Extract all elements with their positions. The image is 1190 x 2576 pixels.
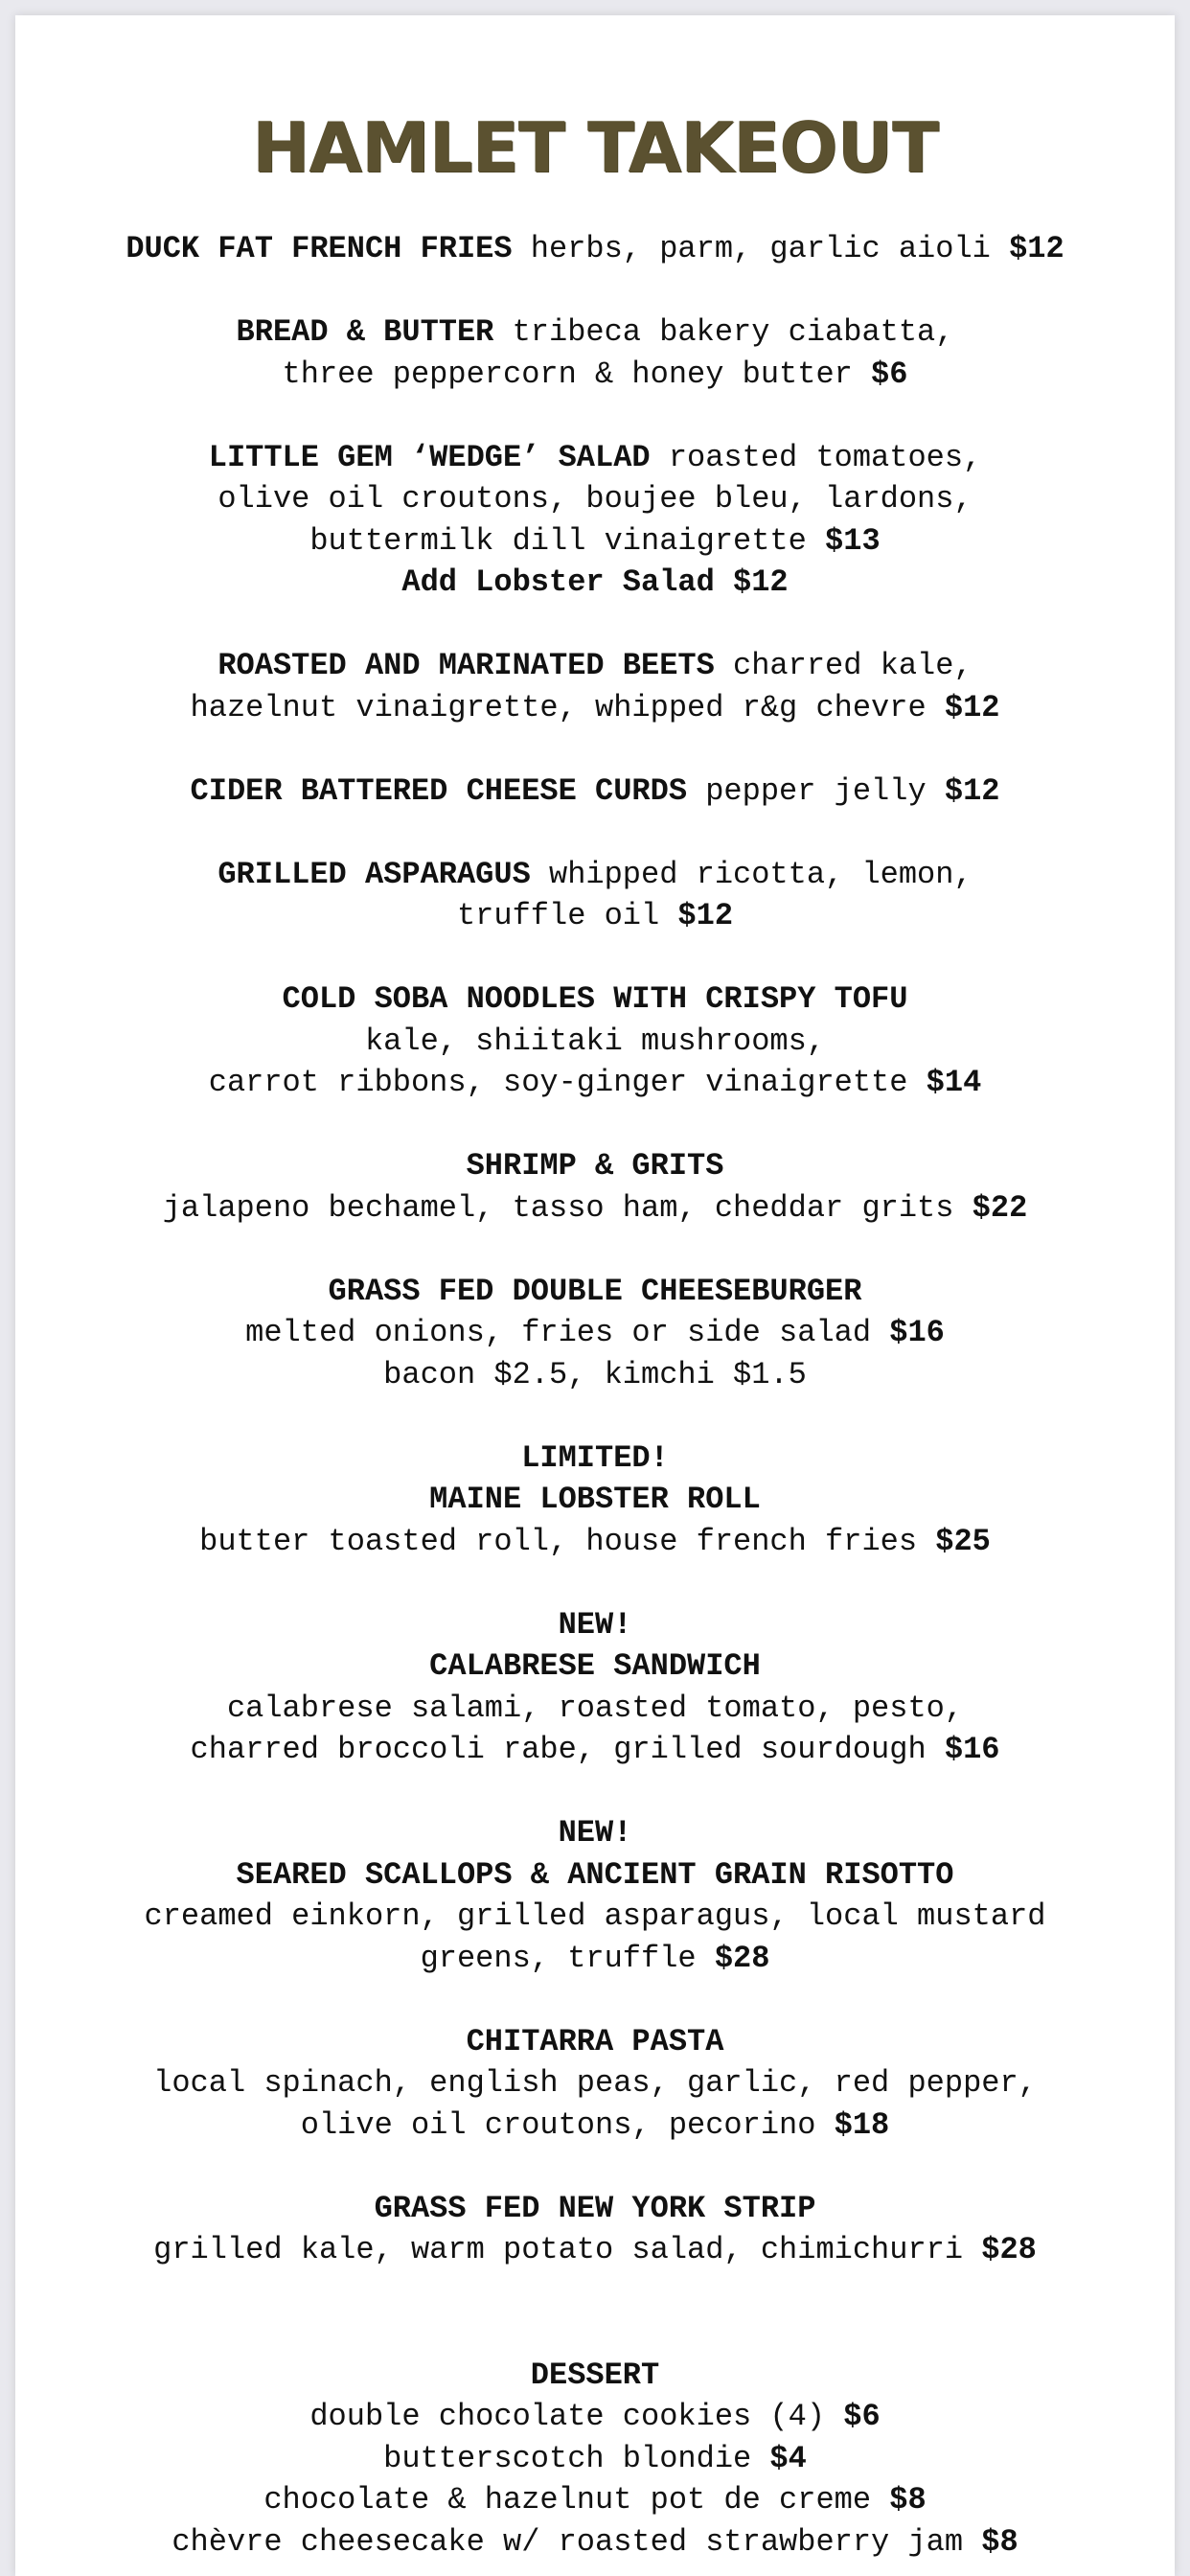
menu-item-bold-text: GRILLED ASPARAGUS	[217, 856, 531, 892]
menu-item-line	[15, 2396, 1175, 2438]
menu-item-line	[15, 437, 1175, 479]
menu-item	[15, 645, 1175, 728]
menu-item	[15, 2021, 1175, 2147]
menu-item-text: hazelnut vinaigrette, whipped r&g chevre	[190, 689, 945, 725]
menu-item-text: bacon $2.5, kimchi $1.5	[383, 1356, 807, 1392]
menu-item-bold-text: $14	[926, 1065, 982, 1100]
menu-item-line	[15, 1521, 1175, 1563]
menu-item-line	[15, 2521, 1175, 2564]
menu-item-text: chèvre cheesecake w/ roasted strawberry jam	[172, 2523, 982, 2560]
menu-item-bold-text: GRASS FED DOUBLE CHEESEBURGER	[328, 1273, 862, 1309]
menu-item-bold-text: $8	[981, 2523, 1018, 2560]
menu-item-bold-text: LITTLE GEM ‘WEDGE’ SALAD	[208, 439, 651, 475]
menu-item	[15, 228, 1175, 270]
menu-item-bold-text: $6	[871, 356, 908, 392]
menu-page	[15, 15, 1175, 2576]
menu-item-text: buttermilk dill vinaigrette	[309, 522, 826, 559]
menu-item-line	[15, 562, 1175, 604]
menu-item-bold-text: SHRIMP & GRITS	[466, 1148, 724, 1184]
menu-item-line	[15, 1438, 1175, 1480]
menu-item-text: roasted tomatoes,	[650, 439, 982, 475]
menu-item-bold-text: $6	[843, 2399, 881, 2434]
menu-item-bold-text: COLD SOBA NOODLES WITH CRISPY TOFU	[282, 981, 908, 1017]
menu-item	[15, 1271, 1175, 1396]
menu-item-line	[15, 1896, 1175, 1938]
menu-item-line	[15, 854, 1175, 896]
menu-item	[15, 2188, 1175, 2271]
menu-item-line	[15, 520, 1175, 563]
menu-item-line	[15, 2438, 1175, 2480]
menu-item-text: olive oil croutons, boujee bleu, lardons,	[217, 481, 973, 517]
menu-item-text: grilled kale, warm potato salad, chimichurri	[153, 2232, 982, 2267]
menu-item-line	[15, 228, 1175, 270]
menu-item-line	[15, 311, 1175, 354]
menu-item-bold-text: $18	[834, 2106, 890, 2143]
menu-item-line	[15, 2479, 1175, 2521]
menu-item-bold-text: $16	[944, 1732, 1000, 1767]
menu-item-line	[15, 1729, 1175, 1771]
menu-item-bold-text: CALABRESE SANDWICH	[429, 1648, 761, 1684]
menu-item	[15, 1812, 1175, 1979]
menu-item-line	[15, 1854, 1175, 1897]
menu-item	[15, 854, 1175, 937]
menu-list	[15, 228, 1175, 2563]
menu-item-text: tribeca bakery ciabatta,	[493, 314, 954, 350]
menu-item-text: local spinach, english peas, garlic, red pepper,	[153, 2065, 1037, 2101]
menu-item-bold-text: $28	[981, 2232, 1037, 2267]
menu-item-line	[15, 1812, 1175, 1854]
menu-item-text: kale, shiitaki mushrooms,	[364, 1023, 826, 1059]
menu-item-bold-text: LIMITED!	[521, 1439, 669, 1476]
menu-item-line	[15, 1312, 1175, 1354]
menu-item-bold-text: $25	[935, 1523, 991, 1559]
menu-item-bold-text: NEW!	[558, 1606, 632, 1643]
menu-item-bold-text: $28	[714, 1940, 770, 1976]
menu-item-bold-text: MAINE LOBSTER ROLL	[429, 1482, 761, 1517]
menu-item-bold-text: $12	[944, 772, 1000, 809]
menu-item-line	[15, 1604, 1175, 1646]
menu-item-line	[15, 1479, 1175, 1521]
menu-item-bold-text: $16	[889, 1315, 945, 1350]
menu-item-line	[15, 1062, 1175, 1104]
menu-item-line	[15, 354, 1175, 396]
menu-item-text: butterscotch blondie	[383, 2440, 770, 2476]
menu-item-text: olive oil croutons, pecorino	[300, 2106, 835, 2143]
menu-item-line	[15, 2104, 1175, 2147]
menu-item	[15, 437, 1175, 604]
menu-item-line	[15, 1354, 1175, 1396]
menu-item-line	[15, 2062, 1175, 2104]
menu-item-line	[15, 2229, 1175, 2271]
menu-item-line	[15, 770, 1175, 813]
menu-item-line	[15, 2021, 1175, 2063]
menu-item	[15, 2355, 1175, 2564]
menu-item	[15, 1604, 1175, 1771]
menu-item-text: melted onions, fries or side salad	[245, 1315, 890, 1350]
menu-item	[15, 1145, 1175, 1229]
menu-item-bold-text: GRASS FED NEW YORK STRIP	[374, 2190, 816, 2226]
menu-item-bold-text: SEARED SCALLOPS & ANCIENT GRAIN RISOTTO	[236, 1856, 954, 1893]
menu-item-bold-text: NEW!	[558, 1815, 632, 1851]
menu-item-bold-text: CHITARRA PASTA	[466, 2023, 724, 2059]
menu-item-bold-text: $12	[677, 898, 734, 933]
menu-item-line	[15, 1145, 1175, 1187]
menu-item-bold-text: BREAD & BUTTER	[236, 314, 494, 350]
menu-item-line	[15, 1645, 1175, 1688]
menu-item-text: chocolate & hazelnut pot de creme	[263, 2482, 890, 2518]
menu-item-text: charred broccoli rabe, grilled sourdough	[190, 1732, 945, 1767]
menu-item	[15, 311, 1175, 395]
menu-item-bold-text: $8	[889, 2482, 927, 2518]
menu-item	[15, 978, 1175, 1104]
menu-item	[15, 770, 1175, 813]
menu-item-line	[15, 2355, 1175, 2397]
menu-item-line	[15, 645, 1175, 687]
menu-item-line	[15, 1938, 1175, 1980]
menu-item-line	[15, 478, 1175, 520]
menu-item-bold-text: DESSERT	[530, 2357, 660, 2393]
menu-item-text: double chocolate cookies (4)	[309, 2399, 844, 2434]
menu-item-text: jalapeno bechamel, tasso ham, cheddar grits	[162, 1189, 973, 1226]
menu-item-line	[15, 1271, 1175, 1313]
menu-item-line	[15, 1688, 1175, 1730]
menu-item	[15, 1438, 1175, 1563]
menu-item-text: truffle oil	[456, 898, 678, 933]
menu-item-bold-text: ROASTED AND MARINATED BEETS	[217, 648, 715, 683]
menu-item-bold-text: $12	[944, 689, 1000, 725]
menu-item-text: pepper jelly	[687, 772, 945, 809]
menu-item-line	[15, 895, 1175, 937]
menu-item-text: three peppercorn & honey butter	[282, 356, 872, 392]
menu-item-line	[15, 1021, 1175, 1063]
menu-item-bold-text: DUCK FAT FRENCH FRIES	[126, 231, 513, 266]
menu-item-bold-text: $12	[1009, 231, 1064, 266]
menu-item-bold-text: CIDER BATTERED CHEESE CURDS	[190, 772, 688, 809]
menu-item-line	[15, 687, 1175, 729]
menu-item-bold-text: $4	[769, 2440, 807, 2476]
menu-item-bold-text: Add Lobster Salad $12	[401, 564, 789, 600]
menu-item-text: carrot ribbons, soy-ginger vinaigrette	[208, 1065, 927, 1100]
menu-item-bold-text: $13	[825, 522, 881, 559]
menu-item-text: butter toasted roll, house french fries	[199, 1523, 936, 1559]
menu-item-text: greens, truffle	[420, 1940, 715, 1976]
menu-title: HAMLET TAKEOUT	[252, 107, 938, 188]
menu-item-line	[15, 1187, 1175, 1230]
menu-item-text: herbs, parm, garlic aioli	[512, 231, 1010, 266]
menu-item-bold-text: $22	[972, 1189, 1028, 1226]
menu-item-text: creamed einkorn, grilled asparagus, local mustard	[144, 1898, 1046, 1934]
menu-item-text: charred kale,	[714, 648, 973, 683]
menu-item-line	[15, 978, 1175, 1021]
menu-item-line	[15, 2188, 1175, 2230]
menu-item-text: calabrese salami, roasted tomato, pesto,	[226, 1690, 964, 1726]
menu-item-text: whipped ricotta, lemon,	[530, 856, 973, 892]
